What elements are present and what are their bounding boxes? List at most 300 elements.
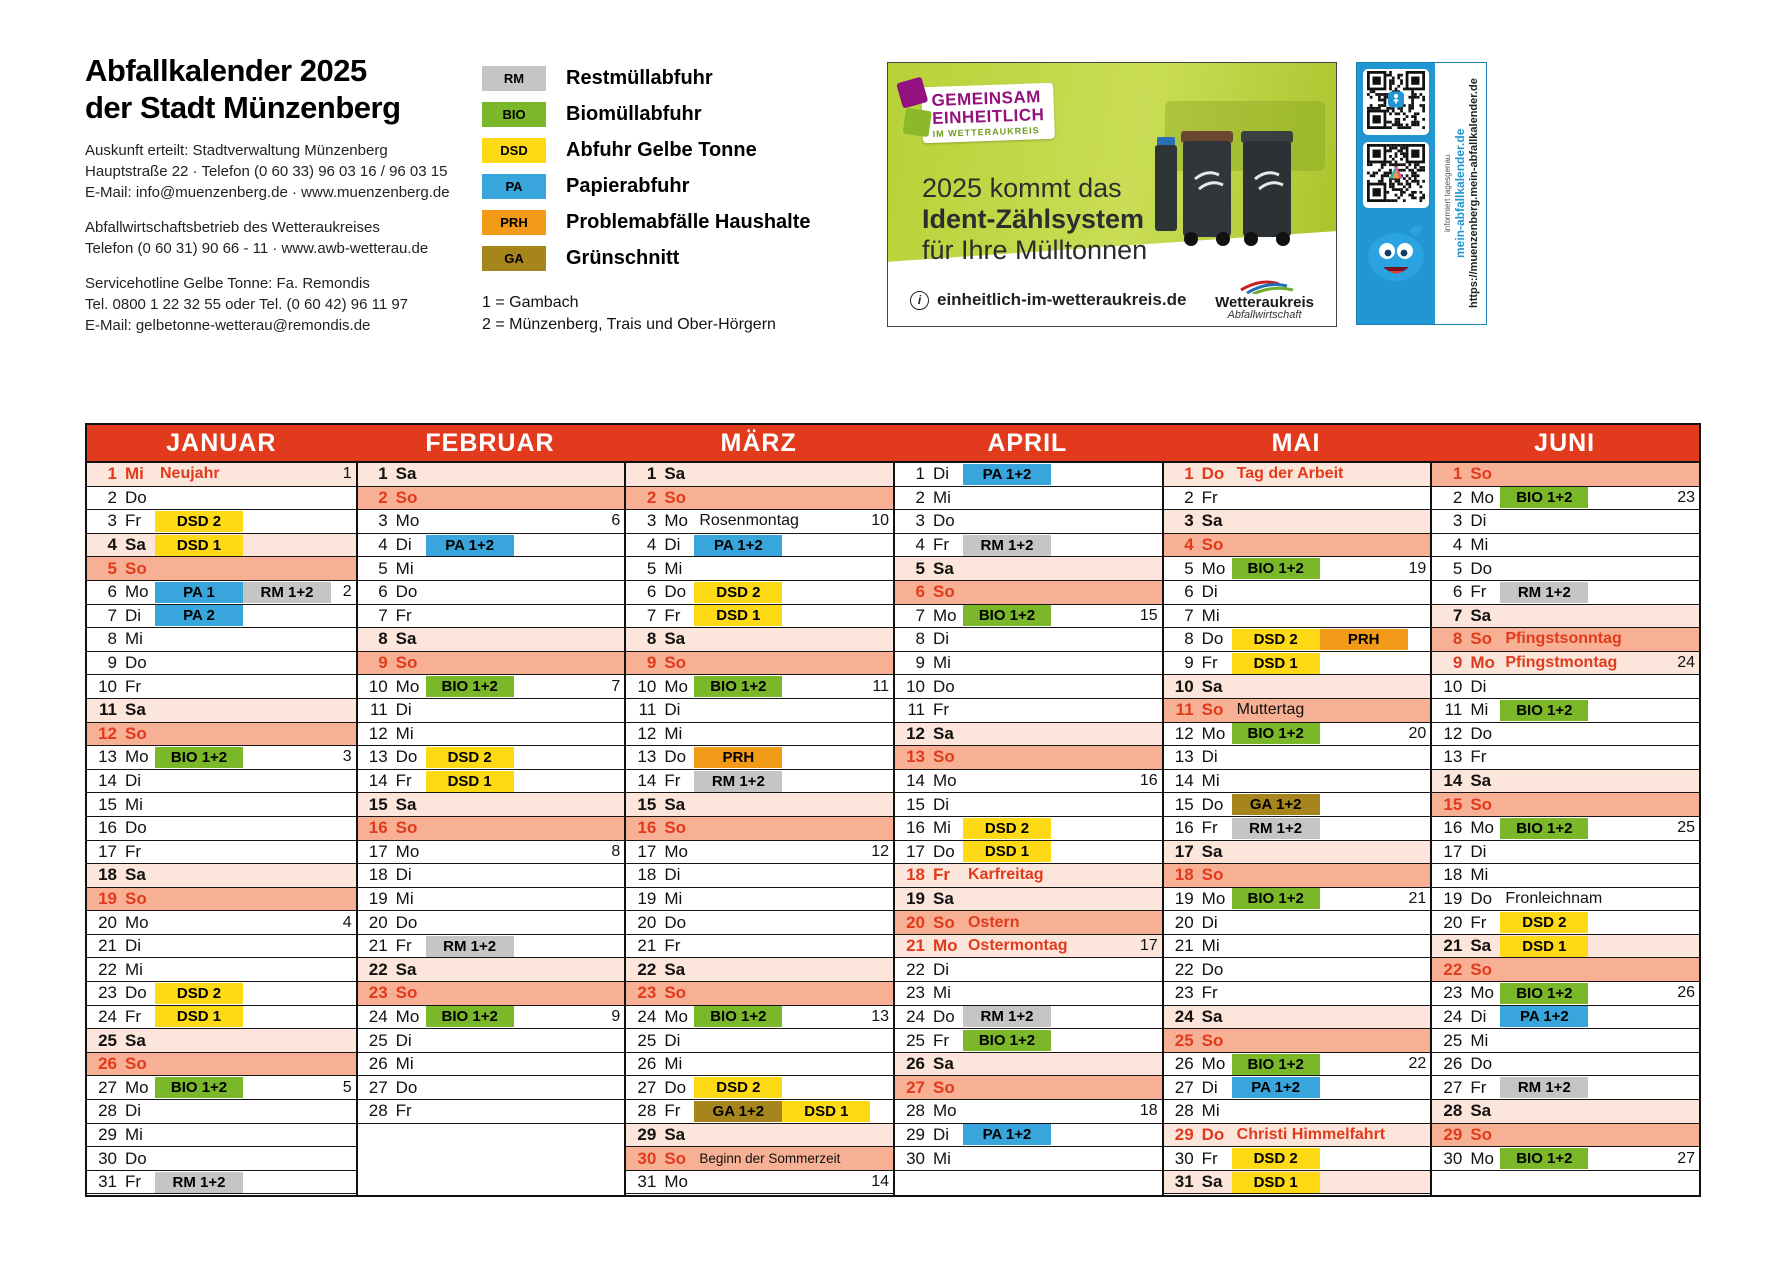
day-note: Fronleichnam [1505,889,1603,907]
day-row [895,534,1162,558]
day-row [358,911,625,935]
day-row [1432,699,1699,723]
pickup-badge-dsd: DSD 2 [694,582,782,603]
weekday-abbr: Fr [395,936,412,956]
legend-label: Restmüllabfuhr [566,66,713,89]
day-number: 5 [1452,558,1463,578]
day-content [1500,1124,1699,1147]
day-number: 5 [646,558,657,578]
weekday-abbr: Fr [1470,912,1487,932]
day-row [358,1053,625,1077]
day-row [895,982,1162,1006]
weekday-abbr: So [125,1054,147,1074]
weekday-abbr: Mi [664,558,683,578]
weekday-abbr: Do [125,983,147,1003]
weekday-abbr: So [1470,464,1493,484]
week-number: 1 [342,465,352,483]
day-number: 27 [368,1077,388,1097]
day-row [1432,1124,1699,1148]
weekday-abbr: Di [1470,676,1487,696]
day-row [1164,463,1431,487]
week-number: 10 [871,512,889,530]
month-column-mai [1162,463,1431,1195]
weekday-abbr: Mo [932,1101,957,1121]
day-number: 3 [107,511,117,531]
day-row [626,888,893,912]
legend-label: Problemabfälle Haushalte [566,210,811,233]
day-number: 9 [1184,653,1194,673]
day-number: 20 [1443,912,1463,932]
day-content [1232,864,1431,887]
day-content [426,982,625,1005]
weekday-abbr: Do [932,511,955,531]
day-number: 30 [1174,1148,1194,1168]
day-number: 20 [637,912,657,932]
day-row [895,675,1162,699]
weekday-abbr: So [125,558,147,578]
day-content [1500,770,1699,793]
day-number: 26 [98,1054,117,1074]
pickup-badge-pa: PA 1+2 [426,535,514,556]
day-row [1164,675,1431,699]
day-content [426,628,625,651]
day-row [1432,817,1699,841]
weekday-abbr: Fr [932,865,950,885]
day-row [358,841,625,865]
day-content [155,1100,356,1123]
weekday-abbr: Mo [932,771,957,791]
pickup-badge-rm: RM 1+2 [694,771,782,792]
day-content [155,982,356,1005]
app-icon [1388,92,1404,113]
day-row [87,746,356,770]
calendar-month-headers [87,425,1699,463]
weekday-abbr: Mi [395,1054,414,1074]
day-content [694,982,893,1005]
week-number: 7 [611,677,621,695]
day-row [87,463,356,487]
day-content [1232,958,1431,981]
pickup-badge-pa: PA 1+2 [1232,1077,1320,1098]
day-number: 29 [98,1124,117,1144]
day-row [1164,723,1431,747]
day-row [1164,1147,1431,1171]
legend-items [482,60,882,276]
day-content [1500,793,1699,816]
day-content [1500,1076,1699,1099]
day-row [895,770,1162,794]
weekday-abbr: Fr [395,771,412,791]
pickup-badge-bio: BIO 1+2 [1500,700,1588,721]
day-number: 6 [646,582,657,602]
day-row [1164,1053,1431,1077]
day-row [87,1076,356,1100]
day-number: 22 [1443,959,1463,979]
puzzle-piece-icon [903,108,932,137]
day-row [626,557,893,581]
day-content [1500,463,1699,486]
week-number: 4 [342,913,352,931]
day-row [358,510,625,534]
day-number: 16 [637,818,657,838]
day-number: 5 [107,558,117,578]
weekday-abbr: Do [125,487,147,507]
pickup-badge-bio: BIO 1+2 [963,605,1051,626]
day-note: Ostern [967,913,1020,931]
day-number: 3 [646,511,657,531]
brand-name: Wetteraukreis [1215,294,1314,311]
day-number: 12 [906,723,925,743]
weekday-abbr: Mi [125,959,143,979]
weekday-abbr: Do [125,653,147,673]
day-number: 12 [1443,723,1463,743]
day-content [963,841,1162,864]
day-content [1500,534,1699,557]
day-content [155,557,356,580]
pickup-badge-rm: RM 1+2 [1500,582,1588,603]
day-number: 2 [646,487,657,507]
day-content [426,770,625,793]
day-number: 25 [1443,1030,1463,1050]
day-note: Tag der Arbeit [1236,465,1344,483]
day-row [895,935,1162,959]
day-content [963,888,1162,911]
weekday-abbr: Fr [125,841,142,861]
day-content [963,911,1162,934]
day-number: 18 [1174,865,1194,885]
weekday-abbr: Sa [395,464,417,484]
week-number: 12 [871,842,889,860]
day-row [626,1076,893,1100]
day-content [963,581,1162,604]
day-number: 29 [1443,1124,1463,1144]
day-row [358,746,625,770]
weekday-abbr: Sa [1201,1172,1223,1192]
day-content [426,1053,625,1076]
day-number: 6 [1184,582,1194,602]
day-number: 21 [368,936,388,956]
day-content [426,888,625,911]
day-content [694,628,893,651]
weekday-abbr: Sa [664,794,686,814]
day-row [895,463,1162,487]
weekday-abbr: Do [932,676,955,696]
day-row [1432,534,1699,558]
day-row [1432,888,1699,912]
week-number: 15 [1139,606,1158,624]
day-content [426,841,625,864]
day-number: 28 [637,1101,657,1121]
weekday-abbr: Di [932,629,950,649]
day-row [626,1006,893,1030]
day-row [87,723,356,747]
day-number: 15 [368,794,388,814]
weekday-abbr: Mo [125,747,149,767]
day-number: 29 [637,1124,657,1144]
weekday-abbr: Mi [1201,605,1220,625]
day-row [358,793,625,817]
month-column-juni [1430,463,1699,1195]
day-content [426,817,625,840]
ad-website-link [910,290,1186,310]
wetteraukreis-swoosh-icon [1235,278,1295,294]
day-number: 19 [906,888,925,908]
day-row [626,911,893,935]
weekday-abbr: Do [1470,1054,1493,1074]
day-content [1500,1147,1699,1170]
week-number: 26 [1677,984,1695,1002]
day-number: 21 [637,936,657,956]
weekday-abbr: So [395,653,418,673]
day-row [358,770,625,794]
pickup-badge-bio: BIO 1+2 [963,1030,1051,1051]
day-number: 11 [370,700,388,720]
bin-dark-lid [1241,131,1293,246]
weekday-abbr: Fr [395,1101,412,1121]
day-content [963,935,1162,958]
day-number: 23 [637,983,657,1003]
day-content [155,935,356,958]
bin-brown-lid [1181,131,1233,246]
day-row [895,1053,1162,1077]
month-header-mai: MAI [1271,428,1321,457]
legend-item-rm [482,60,882,96]
weekday-abbr: Mo [1470,983,1494,1003]
weekday-abbr: Sa [932,888,954,908]
day-content [155,817,356,840]
pickup-badge-dsd: DSD 2 [155,511,243,532]
logo-subline: IM WETTERAUKREIS [932,125,1040,139]
weekday-abbr: Do [395,582,418,602]
weekday-abbr: Mo [125,1077,149,1097]
weekday-abbr: So [1201,700,1224,720]
day-content [426,958,625,981]
legend-item-dsd [482,132,882,168]
day-number: 4 [107,535,117,555]
day-row [87,888,356,912]
day-number: 4 [915,535,925,555]
day-content [426,487,625,510]
day-number: 30 [1443,1148,1463,1168]
day-content [1500,605,1699,628]
weekday-abbr: Sa [1201,676,1223,696]
day-content [426,605,625,628]
day-number: 2 [1452,487,1463,507]
pickup-badge-rm: RM 1+2 [243,582,331,603]
day-content [155,1147,356,1170]
weekday-abbr: Mi [1470,700,1489,720]
day-content [963,958,1162,981]
day-row [626,1053,893,1077]
waste-type-legend [482,60,882,336]
day-row [895,841,1162,865]
day-row [1432,1006,1699,1030]
day-number: 24 [906,1006,925,1026]
pickup-badge-bio: BIO 1+2 [1232,723,1320,744]
day-note: Karfreitag [967,866,1044,884]
pickup-badge-dsd: DSD 1 [155,535,243,556]
day-row [87,935,356,959]
day-row [87,581,356,605]
weekday-abbr: Fr [664,605,681,625]
day-number: 25 [98,1030,117,1050]
weekday-abbr: Mi [125,1124,143,1144]
day-row [1432,605,1699,629]
day-number: 27 [1174,1077,1194,1097]
weekday-abbr: Fr [1470,747,1487,767]
weekday-abbr: So [1470,629,1493,649]
weekday-abbr: Sa [1470,936,1492,956]
headline-line-1: 2025 kommt das [922,173,1122,203]
day-content [155,534,356,557]
weekday-abbr: Do [1201,1124,1225,1144]
pickup-badge-dsd: DSD 2 [1232,629,1320,650]
day-number: 17 [906,841,925,861]
day-note: Ostermontag [967,937,1068,955]
day-row [358,935,625,959]
week-number: 18 [1139,1102,1158,1120]
day-number: 17 [1174,841,1194,861]
weekday-abbr: Mi [932,1148,951,1168]
ad-footer-strip [888,274,1336,326]
day-content [426,723,625,746]
weekday-abbr: Mi [932,983,951,1003]
day-content [426,581,625,604]
weekday-abbr: Sa [1201,841,1223,861]
day-row [1164,982,1431,1006]
day-number: 10 [906,676,925,696]
day-row [626,982,893,1006]
weekday-abbr: So [664,1148,687,1168]
day-row [626,1171,893,1195]
day-number: 11 [1175,700,1194,720]
day-number: 22 [98,959,117,979]
day-number: 7 [915,605,925,625]
day-number: 10 [1174,676,1194,696]
weekday-abbr: Mi [125,794,143,814]
legend-label: Papierabfuhr [566,174,690,197]
weekday-abbr: Mo [1201,1054,1226,1074]
day-content [1500,699,1699,722]
day-row [1432,628,1699,652]
pickup-badge-ga: GA 1+2 [694,1101,782,1122]
footnote-gambach: 1 = Gambach [482,294,579,311]
day-number: 1 [915,464,925,484]
day-number: 27 [637,1077,657,1097]
week-number: 23 [1677,488,1695,506]
weekday-abbr: Di [932,464,950,484]
day-content [694,723,893,746]
weekday-abbr: So [932,912,955,932]
day-row [1164,487,1431,511]
day-content [1232,628,1431,651]
gemeinsam-einheitlich-logo [922,85,1054,141]
weekday-abbr: Mi [1201,1101,1220,1121]
pickup-badge-pa: PA 1+2 [963,464,1051,485]
pickup-badge-prh: PRH [1320,629,1408,650]
weekday-abbr: Mi [395,888,414,908]
day-content [963,1076,1162,1099]
day-row [626,841,893,865]
day-content [1500,510,1699,533]
week-number: 13 [871,1007,889,1025]
day-row [87,982,356,1006]
day-number: 12 [98,723,117,743]
day-number: 18 [637,865,657,885]
day-number: 8 [1184,629,1194,649]
day-number: 23 [368,983,388,1003]
day-number: 8 [1452,629,1463,649]
day-content [426,675,625,698]
day-number: 26 [1443,1054,1463,1074]
day-content [963,534,1162,557]
day-row [626,487,893,511]
weekday-abbr: Mo [932,936,958,956]
day-content [426,1029,625,1052]
day-content [1500,487,1699,510]
vertical-text-tagline: informiert tagesgenau [1443,154,1452,233]
day-row [1432,510,1699,534]
day-row [358,982,625,1006]
weekday-abbr: Di [1201,1077,1218,1097]
week-number: 2 [342,583,352,601]
day-row [895,628,1162,652]
weekday-abbr: Sa [1470,605,1492,625]
day-content [1232,841,1431,864]
day-note: Pfingstmontag [1505,654,1618,672]
day-content [963,463,1162,486]
day-number: 24 [368,1006,388,1026]
pickup-badge-dsd: DSD 2 [426,747,514,768]
weekday-abbr: Mo [1201,723,1226,743]
day-content [155,1171,356,1194]
day-number: 7 [1452,605,1463,625]
day-number: 16 [906,818,925,838]
day-content [694,557,893,580]
day-content [963,557,1162,580]
day-number: 28 [1443,1101,1463,1121]
day-number: 13 [637,747,657,767]
day-number: 24 [1443,1006,1463,1026]
contact-line: Tel. 0800 1 22 32 55 oder Tel. (0 60 42) 96 11 97 [85,296,409,313]
day-number: 1 [1452,464,1463,484]
weekday-abbr: Mo [395,511,420,531]
weekday-abbr: So [395,983,418,1003]
day-content [694,1076,893,1099]
pickup-badge-rm: RM 1+2 [155,1172,243,1193]
day-content [155,723,356,746]
pickup-badge-pa: PA 1+2 [1500,1006,1588,1027]
day-content [694,463,893,486]
day-row [895,888,1162,912]
pickup-badge-dsd: DSD 1 [1232,653,1320,674]
day-content [963,1053,1162,1076]
day-row [87,605,356,629]
wetteraukreis-logo [1215,278,1314,322]
day-row [1164,817,1431,841]
pickup-badge-dsd: DSD 1 [694,605,782,626]
day-number: 10 [637,676,657,696]
day-row [1164,935,1431,959]
day-content [694,1171,893,1194]
day-content [155,1124,356,1147]
day-content [1500,958,1699,981]
day-number: 16 [98,818,117,838]
weekday-abbr: Fr [664,936,681,956]
day-number: 14 [1443,771,1463,791]
info-icon: i [910,291,929,310]
day-row [895,911,1162,935]
